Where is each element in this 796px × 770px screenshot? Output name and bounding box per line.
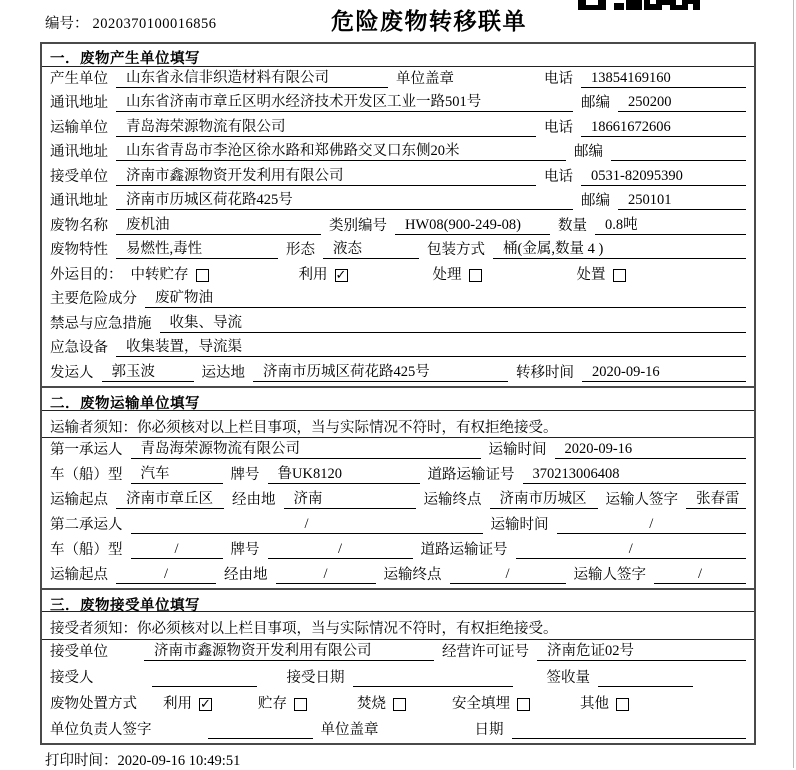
section-header: 三．废物接受单位填写	[42, 588, 754, 612]
checkbox-label: 利用	[163, 696, 192, 713]
section-notice: 接受者须知：你必须核对以上栏目事项，当与实际情况不符时，有权拒绝接受。	[42, 612, 754, 640]
field-label: 废物名称	[50, 217, 108, 234]
form-row	[42, 438, 754, 463]
field-label: 类别编号	[329, 217, 387, 234]
field-label: 运输起点	[50, 566, 108, 583]
form-section	[42, 386, 754, 588]
field-label: 应急设备	[50, 340, 108, 356]
form-row	[42, 190, 754, 215]
field-label: 道路运输证号	[420, 541, 508, 558]
qr-code-fragment	[578, 0, 700, 10]
field-label: 禁忌与应急措施	[50, 315, 152, 332]
static-text: 单位盖章	[396, 70, 454, 87]
field-label: 道路运输证号	[427, 466, 515, 483]
field-label: 废物特性	[50, 242, 108, 258]
field-label: 外运目的：	[50, 266, 123, 283]
field-value: /	[116, 565, 216, 584]
form-section	[42, 588, 754, 744]
checkbox	[196, 269, 209, 282]
field-label: 运输时间	[488, 441, 547, 458]
field-value: 0.8吨	[595, 216, 746, 235]
form-row	[42, 691, 754, 717]
field-label: 发运人	[50, 364, 94, 381]
field-label: 邮编	[581, 95, 610, 111]
form-row	[42, 288, 754, 313]
field-label: 电话	[544, 70, 573, 87]
field-label: 运达地	[201, 364, 245, 381]
field-value: 济南市章丘区	[116, 490, 224, 509]
field-label: 包装方式	[427, 242, 485, 258]
field-value: 济南危证02号	[537, 642, 746, 661]
print-time-label: 打印时间：	[45, 753, 118, 769]
form-row	[42, 463, 754, 488]
form-row	[42, 717, 754, 743]
field-label: 车（船）型	[50, 466, 123, 483]
field-value	[208, 720, 313, 739]
form-row	[42, 239, 754, 264]
field-value: 收集装置，导流渠	[116, 338, 746, 357]
field-label: 运输人签字	[605, 491, 678, 508]
field-label: 牌号	[230, 466, 260, 483]
field-value: /	[450, 565, 566, 584]
print-time	[45, 749, 240, 770]
field-value: 收集、导流	[160, 314, 747, 333]
field-label: 运输单位	[50, 119, 108, 136]
field-value: 张春雷	[686, 490, 746, 509]
form-row	[42, 214, 754, 239]
field-value: 济南市鑫源物资开发利用有限公司	[144, 642, 434, 661]
section-header: 二．废物运输单位填写	[42, 386, 754, 411]
field-label: 经由地	[224, 566, 268, 583]
field-label: 接受单位	[50, 644, 108, 661]
field-value: 370213006408	[523, 465, 747, 484]
checkbox-field	[357, 695, 406, 713]
field-value: 山东省青岛市李沧区徐水路和郑佛路交叉口东侧20米	[116, 142, 566, 161]
field-label: 产生单位	[50, 70, 108, 87]
checkbox-label: 焚烧	[357, 696, 386, 713]
field-value: HW08(900-249-08)	[395, 216, 550, 235]
document-serial-label: 编号：	[45, 16, 89, 32]
field-value: 青岛海荣源物流有限公司	[131, 440, 481, 459]
section-notice: 运输者须知：你必须核对以上栏目事项，当与实际情况不符时，有权拒绝接受。	[42, 411, 754, 438]
section-header: 一．废物产生单位填写	[42, 44, 754, 67]
checkbox-field	[131, 266, 209, 284]
checkbox-field	[580, 695, 629, 713]
form-row	[42, 513, 754, 538]
field-value: /	[516, 540, 747, 559]
checkbox-field	[258, 695, 307, 713]
field-value: 汽车	[131, 465, 223, 484]
field-value: 13854169160	[581, 69, 746, 88]
checkbox	[393, 698, 406, 711]
form-row	[42, 488, 754, 513]
field-label: 签收量	[546, 670, 590, 687]
field-label: 主要危险成分	[50, 291, 137, 307]
form-row	[42, 263, 754, 288]
field-label: 电话	[544, 168, 573, 185]
field-label: 邮编	[581, 193, 610, 209]
form-row	[42, 165, 754, 190]
form-row	[42, 640, 754, 666]
field-value: 山东省济南市章丘区明水经济技术开发区工业一路501号	[116, 93, 573, 112]
field-label: 废物处置方式	[50, 696, 137, 713]
field-label: 第二承运人	[50, 516, 123, 533]
field-label: 接受人	[50, 670, 94, 687]
field-value: 桶(金属,数量 4 )	[493, 240, 746, 259]
checkbox-field	[452, 695, 530, 713]
field-label: 车（船）型	[50, 541, 123, 558]
field-label: 通讯地址	[50, 193, 108, 209]
field-value	[353, 668, 513, 687]
checkbox-checked: ✓	[335, 267, 347, 283]
field-value: /	[131, 515, 483, 534]
field-label: 单位负责人签字	[50, 722, 152, 738]
field-label: 牌号	[230, 541, 260, 558]
checkbox-label: 处理	[432, 266, 462, 283]
field-value: 济南市历城区荷花路425号	[253, 363, 508, 382]
field-label: 运输人签字	[573, 566, 646, 583]
field-value: /	[268, 540, 413, 559]
field-value: 济南市鑫源物资开发利用有限公司	[116, 167, 536, 186]
checkbox-label: 贮存	[258, 696, 287, 713]
field-value: 青岛海荣源物流有限公司	[116, 118, 536, 137]
form-row	[42, 563, 754, 588]
field-value: 废机油	[116, 216, 321, 235]
field-value: 鲁UK8120	[268, 465, 420, 484]
field-value: 0531-82095390	[581, 167, 746, 186]
document-serial-number: 2020370100016856	[92, 16, 217, 32]
field-value	[512, 720, 747, 739]
form-row	[42, 312, 754, 337]
form-row	[42, 538, 754, 563]
field-value: /	[557, 515, 747, 534]
form-table	[40, 42, 756, 745]
field-label: 数量	[558, 217, 587, 234]
print-time-value: 2020-09-16 10:49:51	[117, 753, 241, 769]
checkbox-label: 处置	[576, 266, 606, 283]
field-label: 接受单位	[50, 168, 108, 185]
checkbox-field	[577, 266, 626, 284]
form-row	[42, 361, 754, 386]
checkbox-field	[163, 695, 212, 713]
form-row	[42, 337, 754, 362]
page-edge-line	[793, 0, 794, 768]
checkbox	[616, 698, 629, 711]
field-value: 2020-09-16	[555, 440, 747, 459]
field-value: 250200	[618, 93, 746, 112]
form-row	[42, 67, 754, 92]
field-label: 电话	[544, 119, 573, 136]
field-label: 运输终点	[383, 566, 442, 583]
document-serial	[45, 12, 217, 33]
form-section	[42, 44, 754, 386]
field-value: 易燃性,毒性	[116, 240, 278, 259]
field-label: 日期	[474, 722, 504, 738]
field-value: 济南市历城区荷花路425号	[116, 191, 573, 210]
checkbox	[294, 698, 307, 711]
checkbox-checked: ✓	[200, 697, 211, 713]
field-label: 转移时间	[516, 364, 574, 381]
checkbox	[613, 269, 626, 282]
field-value: 18661672606	[581, 118, 746, 137]
field-label: 邮编	[574, 144, 603, 160]
form-row	[42, 92, 754, 117]
field-value: /	[654, 565, 746, 584]
field-value: 250101	[618, 191, 746, 210]
checkbox-field	[299, 266, 348, 284]
page-title: 危险废物转移联单	[331, 8, 527, 34]
checkbox-label: 利用	[298, 266, 328, 283]
field-label: 接受日期	[286, 670, 345, 687]
field-value	[598, 668, 693, 687]
checkbox-label: 其他	[580, 696, 609, 713]
field-label: 通讯地址	[50, 95, 108, 111]
checkbox-label: 中转贮存	[130, 266, 189, 283]
field-value: 废矿物油	[145, 289, 746, 308]
field-value	[152, 668, 257, 687]
field-label: 单位盖章	[320, 722, 379, 738]
field-label: 第一承运人	[50, 441, 123, 458]
form-row	[42, 116, 754, 141]
field-value	[611, 142, 746, 161]
field-value: 郭玉波	[102, 363, 194, 382]
field-label: 运输终点	[423, 491, 482, 508]
field-value: 济南市历城区	[490, 490, 598, 509]
field-label: 经营许可证号	[442, 644, 529, 661]
field-label: 运输时间	[490, 516, 549, 533]
field-value: 2020-09-16	[582, 363, 746, 382]
field-value: /	[276, 565, 376, 584]
field-label: 通讯地址	[50, 144, 108, 160]
field-value: /	[131, 540, 223, 559]
field-value: 济南	[284, 490, 416, 509]
checkbox-field	[433, 266, 482, 284]
field-label: 经由地	[232, 491, 276, 508]
checkbox	[517, 698, 530, 711]
form-row	[42, 665, 754, 691]
field-label: 形态	[286, 242, 315, 258]
checkbox-label: 安全填埋	[452, 696, 510, 713]
checkbox	[469, 269, 482, 282]
form-row	[42, 141, 754, 166]
field-value: 山东省永信非织造材料有限公司	[116, 69, 388, 88]
field-value: 液态	[323, 240, 419, 259]
field-label: 运输起点	[50, 491, 108, 508]
